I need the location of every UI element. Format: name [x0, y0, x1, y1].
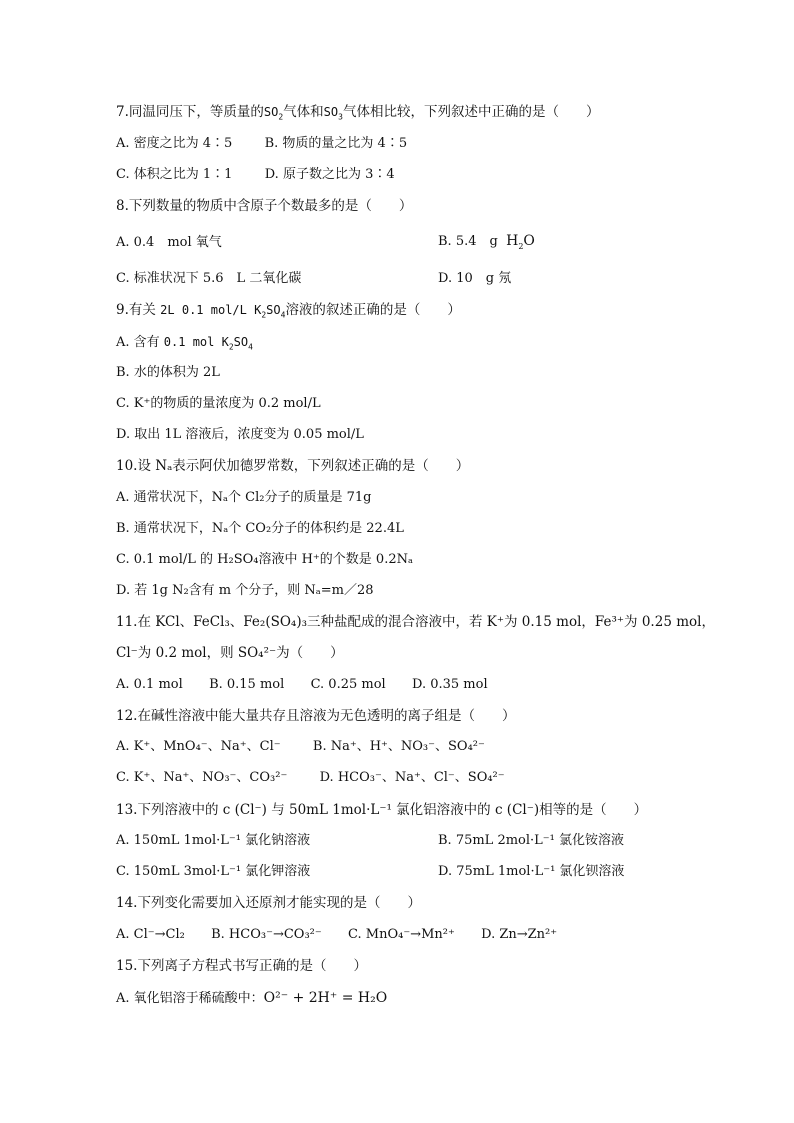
q9-stem-part: 9.有关 [116, 302, 161, 318]
question-13: 13.下列溶液中的 c (Cl⁻) 与 50mL 1mol·L⁻¹ 氯化铝溶液中的 c (Cl⁻)相等的是（ ） [116, 802, 648, 818]
q9-option-a-text: A. 含有 [116, 335, 160, 350]
q9-option-a [116, 333, 253, 356]
q11-option-c: C. 0.25 mol [310, 677, 386, 692]
q9-option-b: B. 水的体积为 2L [116, 365, 220, 380]
h2o-formula: $H_2O$ [506, 233, 535, 251]
question-14: 14.下列变化需要加入还原剂才能实现的是（ ） [116, 895, 421, 911]
q10-option-b: B. 通常状况下，Nₐ个 CO₂分子的体积约是 22.4L [116, 521, 404, 536]
q12-option-c: C. K⁺、Na⁺、NO₃⁻、CO₃²⁻ [116, 770, 288, 785]
q10-option-d: D. 若 1g N₂含有 m 个分子，则 Nₐ=m／28 [116, 583, 374, 598]
q8-option-a: A. 0.4 mol 氧气 [116, 235, 222, 250]
so2-formula: $SO_2$ [263, 105, 284, 122]
q15-option-a-text: A. 氧化铝溶于稀硫酸中： [116, 991, 264, 1006]
q7-option-b: B. 物质的量之比为 4∶5 [264, 136, 408, 151]
q7-options-row1 [116, 135, 407, 153]
q13-option-a: A. 150mL 1mol·L⁻¹ 氯化钠溶液 [116, 833, 311, 848]
q10-option-a: A. 通常状况下，Nₐ个 Cl₂分子的质量是 71g [116, 490, 372, 505]
q14-options [116, 926, 557, 944]
q14-option-d: D. Zn→Zn²⁺ [481, 927, 558, 942]
q7-stem-part: 气体相比较，下列叙述中正确的是（ ） [342, 104, 600, 120]
q7-stem-part: 气体和 [283, 104, 324, 120]
q10-option-c: C. 0.1 mol/L 的 H₂SO₄溶液中 H⁺的个数是 0.2Nₐ [116, 552, 413, 567]
q13-option-b: B. 75mL 2mol·L⁻¹ 氯化铵溶液 [438, 833, 625, 848]
question-11-line1: 11.在 KCl、FeCl₃、Fe₂(SO₄)₃三种盐配成的混合溶液中，若 K⁺为 0.15 mol，Fe³⁺为 0.25 mol， [116, 614, 715, 630]
q9-option-c: C. K⁺的物质的量浓度为 0.2 mol/L [116, 396, 321, 411]
q11-option-a: A. 0.1 mol [116, 677, 183, 692]
q9-option-d: D. 取出 1L 溶液后，浓度变为 0.05 mol/L [116, 427, 364, 442]
q8-option-c: C. 标准状况下 5.6 L 二氧化碳 [116, 271, 302, 286]
q8-option-d: D. 10 g 氖 [438, 271, 512, 286]
q12-option-a: A. K⁺、MnO₄⁻、Na⁺、Cl⁻ [116, 739, 281, 754]
q11-option-d: D. 0.35 mol [411, 677, 488, 692]
q14-option-a: A. Cl⁻→Cl₂ [116, 927, 185, 942]
q7-option-a: A. 密度之比为 4∶5 [116, 136, 233, 151]
q12-option-b: B. Na⁺、H⁺、NO₃⁻、SO₄²⁻ [312, 739, 485, 754]
q9-formula: 2L 0.1 mol/L $K_2SO_4$ [160, 303, 286, 320]
q13-option-d: D. 75mL 1mol·L⁻¹ 氯化钡溶液 [438, 864, 625, 879]
question-15: 15.下列离子方程式书写正确的是（ ） [116, 958, 367, 974]
q15-option-a [116, 989, 387, 1008]
q7-options-row2 [116, 166, 395, 184]
q8-option-b [438, 232, 535, 256]
q14-option-c: C. MnO₄⁻→Mn²⁺ [348, 927, 455, 942]
q13-option-c: C. 150mL 3mol·L⁻¹ 氯化钾溶液 [116, 864, 311, 879]
q15-equation: O²⁻ + 2H⁺ = H₂O [263, 990, 388, 1006]
q12-option-d: D. HCO₃⁻、Na⁺、Cl⁻、SO₄²⁻ [319, 770, 505, 785]
question-11-line2: Cl⁻为 0.2 mol，则 SO₄²⁻为（ ） [116, 645, 344, 661]
question-12: 12.在碱性溶液中能大量共存且溶液为无色透明的离子组是（ ） [116, 708, 516, 724]
q7-option-d: D. 原子数之比为 3∶4 [264, 167, 395, 182]
q14-option-b: B. HCO₃⁻→CO₃²⁻ [211, 927, 322, 942]
question-9 [116, 301, 461, 324]
q12-options-row2 [116, 769, 505, 787]
k2so4-formula: 0.1 mol $K_2SO_4$ [163, 335, 253, 352]
question-8: 8.下列数量的物质中含原子个数最多的是（ ） [116, 198, 413, 214]
so3-formula: $SO_3$ [323, 105, 343, 122]
q11-options [116, 676, 488, 694]
q12-options-row1 [116, 738, 485, 756]
q11-option-b: B. 0.15 mol [209, 677, 285, 692]
q7-stem-part: 7.同温同压下，等质量的 [116, 104, 264, 120]
q8-option-b-text: B. 5.4 g [438, 234, 498, 249]
question-7 [116, 103, 599, 126]
question-10: 10.设 Nₐ表示阿伏加德罗常数，下列叙述正确的是（ ） [116, 458, 470, 474]
q7-option-c: C. 体积之比为 1∶1 [116, 167, 233, 182]
q9-stem-part: 溶液的叙述正确的是（ ） [285, 302, 461, 318]
